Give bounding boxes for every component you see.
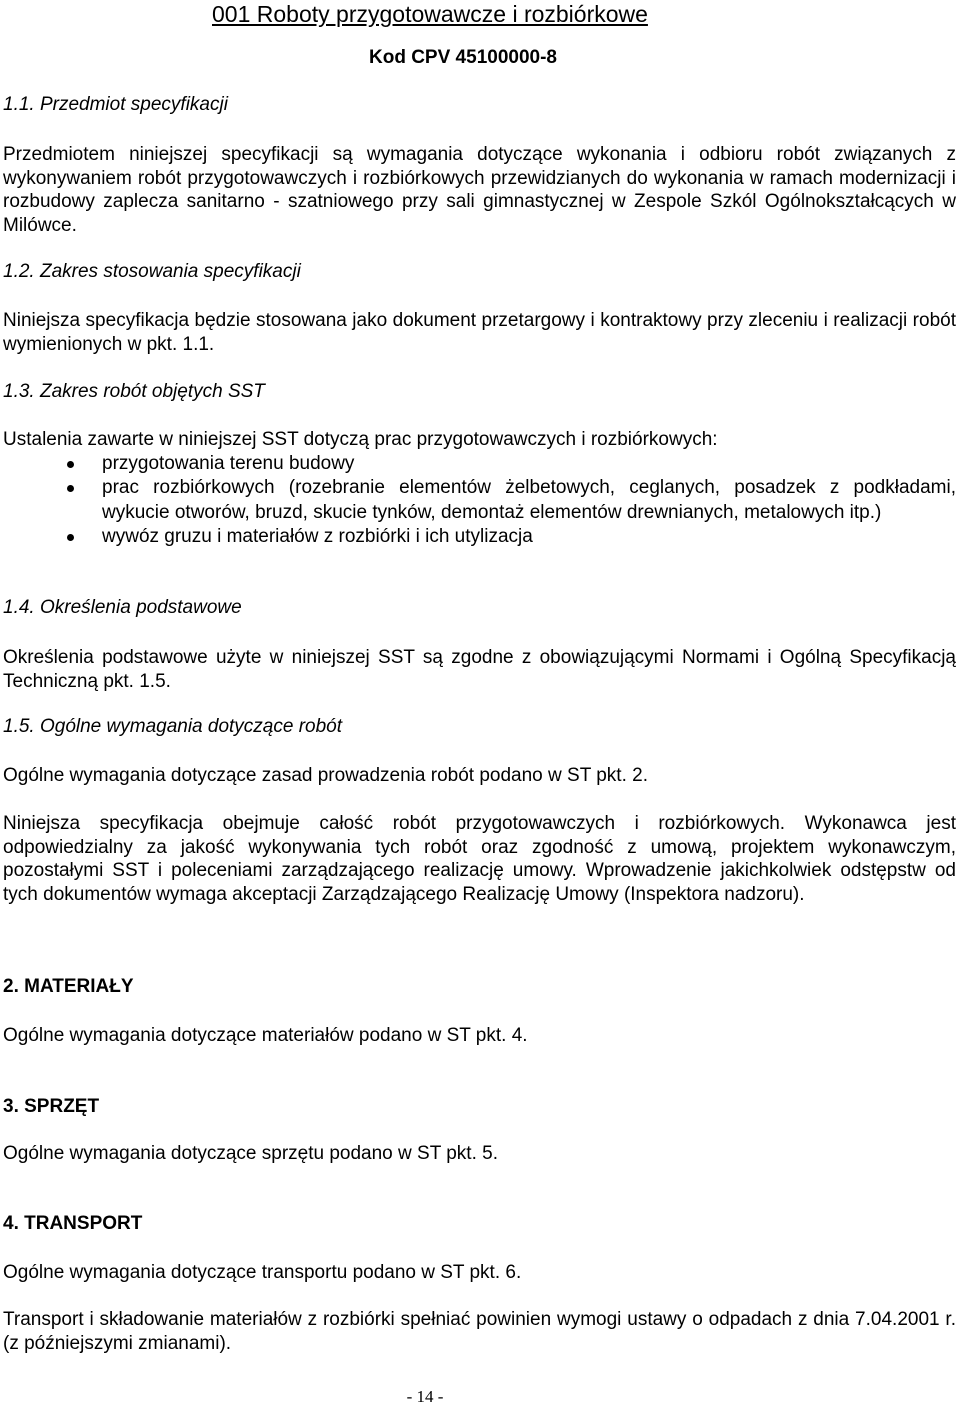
- list-item: [3, 525, 956, 549]
- list-item-text: wywóz gruzu i materiałów z rozbiórki i ich utylizacja: [102, 526, 533, 548]
- section-3-text: Ogólne wymagania dotyczące sprzętu podano w ST pkt. 5.: [3, 1143, 498, 1164]
- document-title: 001 Roboty przygotowawcze i rozbiórkowe: [212, 1, 648, 27]
- section-1-5-text-2: Niniejsza specyfikacja obejmuje całość robót przygotowawczych i rozbiórkowych. Wykonawca jest odpowiedzialny za jakość wykonywania tych robót oraz zgodność z umową, projektem wykonawczym, pozostałymi SST i poleceniami zarządzającego realizację umowy. Wprowadzenie jakichkolwiek odstępstw od tych dokumentów wymaga akceptacji Zarządzającego Realizację Umowy (Inspektora nadzoru).: [3, 813, 956, 905]
- section-4-text-1: Ogólne wymagania dotyczące transportu podano w ST pkt. 6.: [3, 1262, 522, 1283]
- section-2-text: Ogólne wymagania dotyczące materiałów podano w ST pkt. 4.: [3, 1025, 528, 1046]
- section-1-2-text: Niniejsza specyfikacja będzie stosowana jako dokument przetargowy i kontraktowy przy zleceniu i realizacji robót wymienionych w pkt. 1.1.: [3, 310, 956, 355]
- list-item: [3, 476, 956, 525]
- section-2-heading: 2. MATERIAŁY: [3, 976, 134, 997]
- section-4-text-2: Transport i składowanie materiałów z rozbiórki spełniać powinien wymogi ustawy o odpadach z dnia 7.04.2001 r. (z późniejszymi zmianami).: [3, 1309, 956, 1354]
- section-1-3-text: Ustalenia zawarte w niniejszej SST dotyczą prac przygotowawczych i rozbiórkowych:: [3, 429, 718, 450]
- bullet-icon: [67, 485, 74, 492]
- section-1-3-heading: 1.3. Zakres robót objętych SST: [3, 381, 265, 402]
- section-4-heading: 4. TRANSPORT: [3, 1213, 143, 1234]
- section-1-2-heading: 1.2. Zakres stosowania specyfikacji: [3, 261, 301, 282]
- cpv-code: Kod CPV 45100000-8: [369, 47, 557, 68]
- section-3-heading: 3. SPRZĘT: [3, 1096, 100, 1117]
- section-1-4-heading: 1.4. Określenia podstawowe: [3, 597, 242, 618]
- list-item-text: prac rozbiórkowych (rozebranie elementów żelbetowych, ceglanych, posadzek z podkładami, wykucie otworów, bruzd, skucie tynków, demontaż elementów drewnianych, metalowych itp.): [102, 477, 956, 523]
- section-1-5-text-1: Ogólne wymagania dotyczące zasad prowadzenia robót podano w ST pkt. 2.: [3, 765, 648, 786]
- section-1-1-heading: 1.1. Przedmiot specyfikacji: [3, 94, 228, 115]
- bullet-icon: [67, 534, 74, 541]
- page-number: - 14 -: [406, 1387, 444, 1406]
- section-1-4-text: Określenia podstawowe użyte w niniejszej SST są zgodne z obowiązującymi Normami i Ogólną Specyfikacją Techniczną pkt. 1.5.: [3, 647, 956, 692]
- section-1-3-list: [3, 452, 956, 550]
- section-1-1-text: Przedmiotem niniejszej specyfikacji są wymagania dotyczące wykonania i odbioru robót związanych z wykonywaniem robót przygotowawczych i rozbiórkowych przewidzianych do wykonania w ramach modernizacji i rozbudowy zaplecza sanitarno - szatniowego przy sali gimnastycznej w Zespole Szkól Ogólnokształcących w Milówce.: [3, 144, 956, 236]
- section-1-5-heading: 1.5. Ogólne wymagania dotyczące robót: [3, 716, 343, 737]
- list-item: [3, 452, 956, 476]
- list-item-text: przygotowania terenu budowy: [102, 453, 355, 474]
- bullet-icon: [67, 461, 74, 468]
